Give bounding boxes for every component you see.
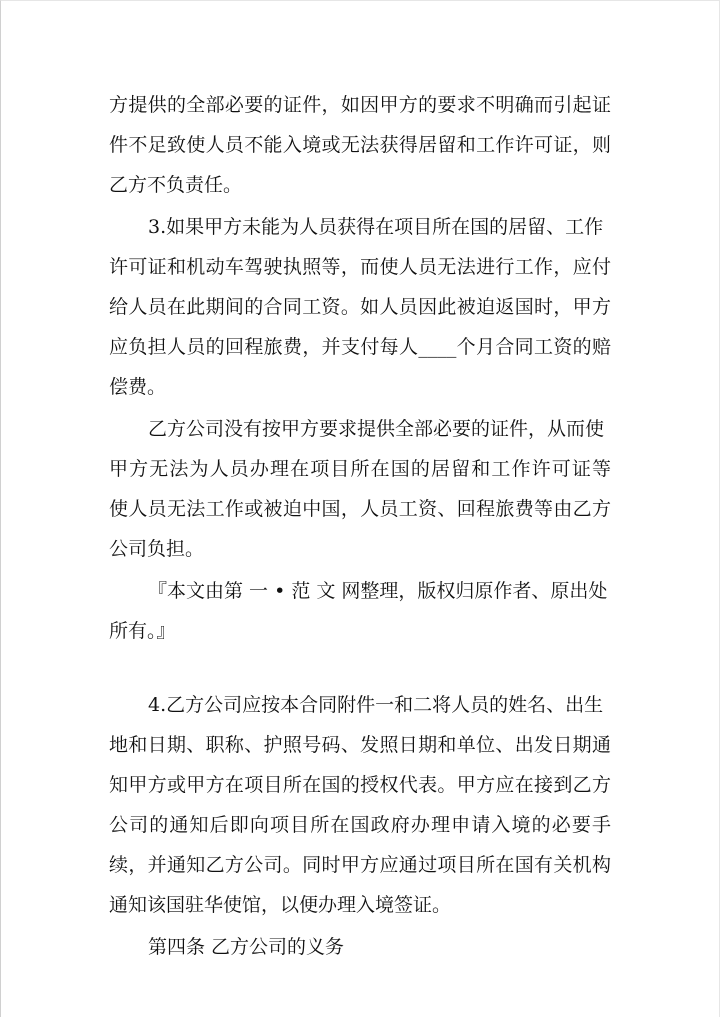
text-line-8: 偿费。 (109, 376, 167, 398)
text-line-5: 许可证和机动车驾驶执照等，而使人员无法进行工作，应付 (109, 256, 611, 278)
text-line-20: 通知该国驻华使馆，以便办理入境签证。 (109, 894, 452, 916)
text-line-4: 3.如果甲方未能为人员获得在项目所在国的居留、工作 (148, 216, 604, 238)
text-line-14: 所有。』 (109, 620, 176, 642)
text-line-3: 乙方不负责任。 (109, 174, 243, 196)
text-line-11: 使人员无法工作或被迫中国，人员工资、回程旅费等由乙方 (109, 498, 611, 520)
text-line-10: 甲方无法为人员办理在项目所在国的居留和工作许可证等 (109, 458, 611, 480)
text-line-7: 应负担人员的回程旅费，并支付每人____个月合同工资的赔 (109, 336, 611, 358)
text-line-2: 件不足致使人员不能入境或无法获得居留和工作许可证，则 (109, 134, 611, 156)
text-line-6: 给人员在此期间的合同工资。如人员因此被迫返国时，甲方 (109, 296, 611, 318)
text-line-17: 知甲方或甲方在项目所在国的授权代表。甲方应在接到乙方 (109, 774, 611, 796)
text-line-12: 公司负担。 (109, 538, 205, 560)
section-heading: 第四条 乙方公司的义务 (148, 936, 345, 958)
text-line-15: 4.乙方公司应按本合同附件一和二将人员的姓名、出生 (148, 694, 604, 716)
text-line-9: 乙方公司没有按甲方要求提供全部必要的证件，从而使 (148, 418, 605, 440)
text-line-19: 续，并通知乙方公司。同时甲方应通过项目所在国有关机构 (109, 854, 611, 876)
text-line-18: 公司的通知后即向项目所在国政府办理申请入境的必要手 (109, 814, 611, 836)
text-line-13: 『本文由第 一 • 范 文 网整理，版权归原作者、原出处 (148, 580, 608, 602)
text-line-1: 方提供的全部必要的证件，如因甲方的要求不明确而引起证 (109, 94, 611, 116)
text-line-16: 地和日期、职称、护照号码、发照日期和单位、出发日期通 (109, 734, 611, 756)
